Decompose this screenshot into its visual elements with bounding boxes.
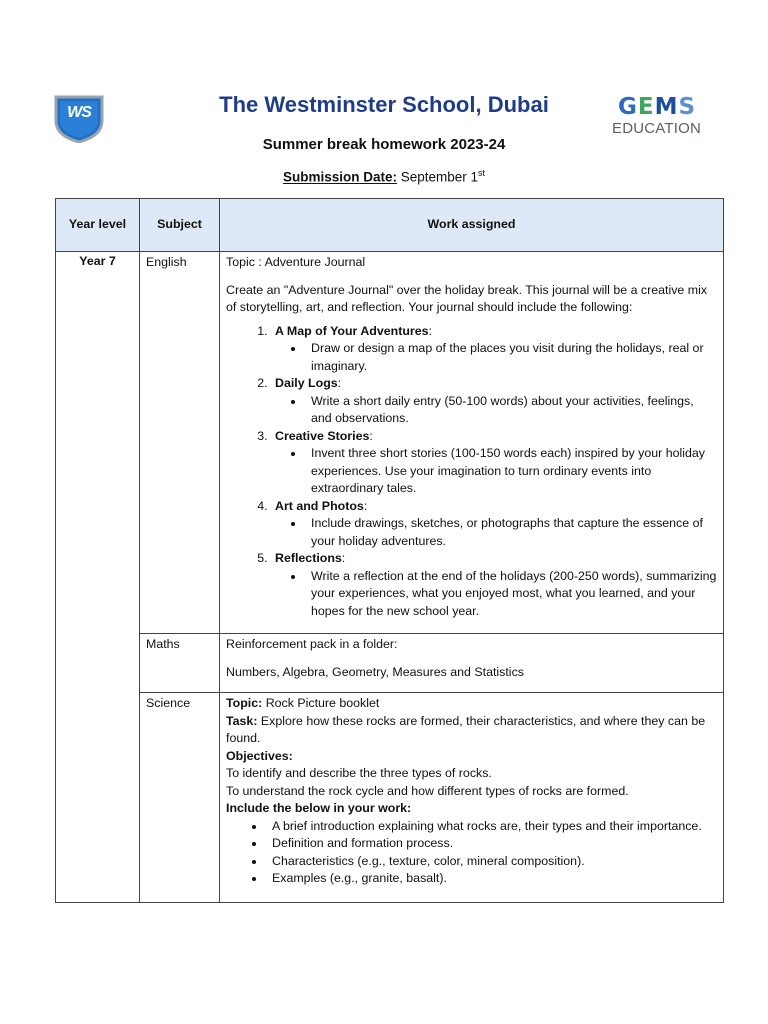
english-task-list (226, 323, 717, 621)
subject-maths: Maths (140, 634, 220, 693)
submission-suffix: st (478, 168, 486, 178)
list-item: • Definition and formation process. (266, 835, 717, 853)
school-title: The Westminster School, Dubai (219, 92, 549, 117)
science-task: Task: Explore how these rocks are formed, their characteristics, and where they can be found. (226, 713, 706, 745)
header-work-assigned: Work assigned (220, 199, 724, 252)
list-item-bullet: • Draw or design a map of the places you visit during the holidays, real or imaginary. (305, 340, 717, 375)
list-item: 4. Art and Photos: • Include drawings, sketches, or photographs that capture the essence of your holiday adventures. (271, 498, 717, 551)
gems-wordmark: GEMS (617, 94, 697, 120)
english-work (220, 252, 724, 634)
submission-value: September 1 (396, 169, 479, 185)
list-item-bullet: • Write a reflection at the end of the holidays (200-250 words), summarizing your experiences, what you enjoyed most, what you learned, and your hopes for the new school year. (305, 568, 717, 621)
english-topic: Topic : Adventure Journal (226, 255, 366, 269)
table-row-science (56, 693, 724, 903)
maths-line-1: Reinforcement pack in a folder: (226, 637, 398, 651)
gems-education-text: EDUCATION (612, 120, 702, 137)
english-intro: Create an "Adventure Journal" over the holiday break. This journal will be a creative mix of storytelling, art, and reflection. Your journal should include the following: (226, 282, 708, 314)
header-year-level: Year level (56, 199, 140, 252)
year-level-cell: Year 7 (56, 252, 140, 903)
homework-table (55, 198, 724, 903)
science-bullet-list (226, 818, 717, 888)
table-header-row (56, 199, 724, 252)
science-objective-1: To identify and describe the three types of rocks. (226, 766, 492, 780)
list-item: 3. Creative Stories: • Invent three short stories (100-150 words each) inspired by your holiday experiences. Use your imagination to turn ordinary events into extraordinary tales. (271, 428, 717, 498)
table-row-maths (56, 634, 724, 693)
list-item: 2. Daily Logs: • Write a short daily entry (50-100 words) about your activities, feelings, and observations. (271, 375, 717, 428)
subject-english: English (140, 252, 220, 634)
list-item-bullet: • Invent three short stories (100-150 words each) inspired by your holiday experiences. Use your imagination to turn ordinary events into extraordinary tales. (305, 445, 717, 498)
science-work (220, 693, 724, 903)
science-objectives-label: Objectives: (226, 748, 293, 763)
subject-science: Science (140, 693, 220, 903)
header-subject: Subject (140, 199, 220, 252)
list-item-bullet: • Write a short daily entry (50-100 words) about your activities, feelings, and observations. (305, 393, 717, 428)
list-item: • A brief introduction explaining what rocks are, their types and their importance. (266, 818, 717, 836)
maths-work (220, 634, 724, 693)
list-item: • Examples (e.g., granite, basalt). (266, 870, 717, 888)
science-include-label: Include the below in your work: (226, 801, 412, 815)
list-item: • Characteristics (e.g., texture, color, mineral composition). (266, 853, 717, 871)
science-objective-2: To understand the rock cycle and how different types of rocks are formed. (226, 783, 629, 798)
science-topic: Topic: Rock Picture booklet (226, 696, 380, 710)
logo-initials: WS (67, 104, 91, 121)
maths-line-2: Numbers, Algebra, Geometry, Measures and Statistics (226, 664, 524, 679)
homework-subtitle: Summer break homework 2023-24 (262, 136, 506, 153)
list-item-bullet: • Include drawings, sketches, or photographs that capture the essence of your holiday adventures. (305, 515, 717, 550)
submission-date (0, 168, 768, 185)
list-item: 1. A Map of Your Adventures: • Draw or design a map of the places you visit during the holidays, real or imaginary. (271, 323, 717, 376)
submission-label: Submission Date: (282, 169, 397, 185)
table-row-english (56, 252, 724, 634)
list-item: 5. Reflections: • Write a reflection at the end of the holidays (200-250 words), summarizing your experiences, what you enjoyed most, what you learned, and your hopes for the new school year. (271, 550, 717, 620)
